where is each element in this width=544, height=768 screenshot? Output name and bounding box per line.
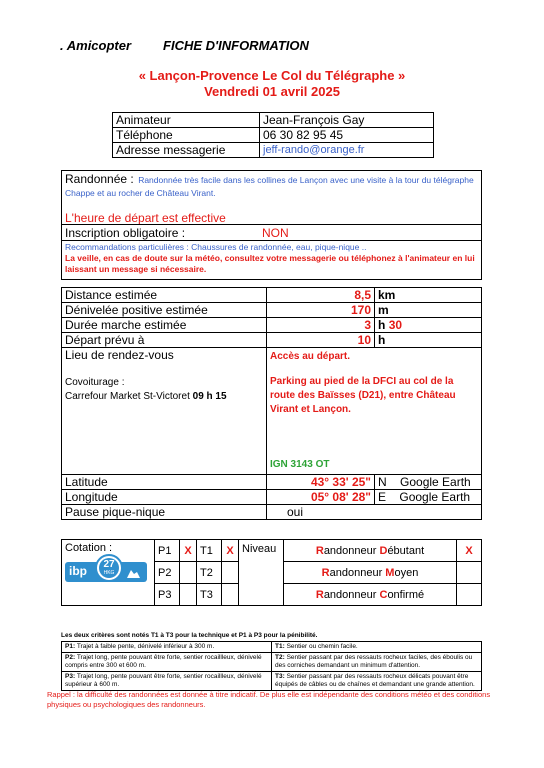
- inscription-label: Inscription obligatoire :: [65, 226, 186, 240]
- table-row: [62, 318, 482, 333]
- longitude-label: Longitude: [62, 490, 267, 505]
- contact-row: [113, 143, 434, 158]
- covoit-line: [65, 390, 263, 404]
- contact-table: [112, 112, 434, 158]
- criteria-note: Les deux critères sont notés T1 à T3 pour la technique et P1 à P3 pour la pénibilité.: [61, 632, 318, 639]
- pause-label: Pause pique-nique: [62, 505, 267, 520]
- criteria-p: P1: Trajet à faible pente, dénivelé inférieur à 300 m.: [62, 642, 272, 653]
- phone-number: 06 30 82 95 45: [260, 128, 434, 143]
- latitude-value: 43° 33' 25": [267, 475, 375, 490]
- duree-label: Durée marche estimée: [62, 318, 267, 333]
- contact-label: Animateur: [113, 113, 260, 128]
- contact-label: Téléphone: [113, 128, 260, 143]
- duree-hours: 3: [364, 318, 371, 332]
- denivele-unit: m: [375, 303, 482, 318]
- inscription-value: NON: [262, 226, 289, 240]
- table-row: [62, 653, 482, 672]
- table-row: [62, 348, 482, 475]
- table-row: [62, 505, 482, 520]
- duree-value: [267, 318, 375, 333]
- table-row: [62, 303, 482, 318]
- criteria-t: T3: Sentier passant par des ressauts rocheux délicats pouvant être équipés de câbles ou de chaînes et demandant une grande attention.: [272, 672, 482, 691]
- randonnee-label: Randonnée :: [65, 172, 134, 186]
- table-row: [62, 540, 482, 562]
- pause-value: oui: [287, 505, 304, 519]
- org-name: . Amicopter: [60, 38, 132, 53]
- level-moyen-mark: [457, 562, 482, 584]
- contact-label: Adresse messagerie: [113, 143, 260, 158]
- criteria-t: T2: Sentier passant par des ressauts rocheux faciles, des éboulis ou des corniches demandant un minimum d'attention.: [272, 653, 482, 672]
- t3-label: T3: [197, 584, 222, 606]
- latitude-ref: Google Earth: [400, 475, 471, 489]
- covoit-place: Carrefour Market St-Victoret: [65, 391, 190, 402]
- table-row: [62, 288, 482, 303]
- cotation-label: Cotation :: [65, 542, 113, 554]
- p2-label: P2: [155, 562, 180, 584]
- level-confirme: Randonneur Confirmé: [284, 584, 457, 606]
- ibp-unit: HKG: [103, 570, 115, 576]
- duree-minutes: 30: [388, 318, 403, 332]
- p1-mark: X: [180, 540, 197, 562]
- doc-type: FICHE D'INFORMATION: [163, 38, 309, 53]
- t1-label: T1: [197, 540, 222, 562]
- latitude-label: Latitude: [62, 475, 267, 490]
- table-row: [62, 642, 482, 653]
- denivele-label: Dénivelée positive estimée: [62, 303, 267, 318]
- criteria-t: T1: Sentier ou chemin facile.: [272, 642, 482, 653]
- longitude-extra: [375, 490, 482, 505]
- hike-title: « Lançon-Provence Le Col du Télégraphe »: [138, 68, 406, 83]
- pause-value-cell: [267, 505, 482, 520]
- ibp-badge: [65, 554, 147, 588]
- t2-label: T2: [197, 562, 222, 584]
- covoit-label: Covoiturage :: [65, 377, 125, 388]
- table-row: [62, 475, 482, 490]
- longitude-dir: E: [378, 490, 387, 504]
- page-header: [60, 38, 309, 53]
- p3-label: P3: [155, 584, 180, 606]
- veille-warning: La veille, en cas de doute sur la météo, consultez votre messagerie ou téléphonez à l'animateur en lui laissant un message si nécessaire.: [65, 253, 475, 274]
- rdv-label: Lieu de rendez-vous: [65, 348, 174, 362]
- denivele-value: 170: [267, 303, 375, 318]
- depart-unit: h: [375, 333, 482, 348]
- rappel-note: Rappel : la difficulté des randonnées est donnée à titre indicatif. De plus elle est indépendante des conditions météo et des conditions physiques ou psychologiques des randonneurs.: [47, 690, 491, 709]
- longitude-ref: Google Earth: [399, 490, 471, 504]
- table-row: [62, 672, 482, 691]
- duree-minutes-cell: [375, 318, 482, 333]
- acces-label: Accès au départ.: [270, 351, 351, 362]
- table-row: [62, 333, 482, 348]
- latitude-extra: [375, 475, 482, 490]
- level-confirme-mark: [457, 584, 482, 606]
- level-moyen: Randonneur Moyen: [284, 562, 457, 584]
- level-debutant: Randonneur Débutant: [284, 540, 457, 562]
- cotation-table: [61, 539, 482, 606]
- latitude-dir: N: [378, 475, 387, 489]
- criteria-p: P2: Trajet long, pente pouvant être forte, sentier rocaillleux, dénivelé compris entre 300 et 600 m.: [62, 653, 272, 672]
- distance-label: Distance estimée: [62, 288, 267, 303]
- depart-note: L'heure de départ est effective: [65, 211, 226, 225]
- distance-unit: km: [375, 288, 482, 303]
- longitude-value: 05° 08' 28": [267, 490, 375, 505]
- ign-map: IGN 3143 OT: [270, 459, 330, 470]
- recommandations: Recommandations particulières : Chaussures de randonnée, eau, pique-nique ..: [65, 242, 367, 252]
- ibp-value: 27: [103, 559, 115, 570]
- ibp-text: ibp: [69, 564, 87, 578]
- randonnee-box: [61, 170, 482, 280]
- t1-mark: X: [222, 540, 239, 562]
- depart-value: 10: [267, 333, 375, 348]
- cotation-cell: [62, 540, 155, 606]
- table-row: [62, 490, 482, 505]
- level-debutant-mark: X: [457, 540, 482, 562]
- randonnee-description: Randonnée très facile dans les collines de Lançon avec une visite à la tour du télégraphe Chappe et au rocher de Château Virant.: [65, 175, 474, 198]
- p1-label: P1: [155, 540, 180, 562]
- covoit-time: 09 h 15: [192, 391, 227, 402]
- rdv-details: [267, 348, 482, 475]
- distance-value: 8,5: [267, 288, 375, 303]
- contact-row: [113, 113, 434, 128]
- hike-date: Vendredi 01 avril 2025: [204, 84, 340, 99]
- rdv-cell: [62, 348, 267, 475]
- niveau-label: Niveau: [239, 540, 284, 606]
- email-link[interactable]: jeff-rando@orange.fr: [260, 143, 434, 158]
- details-table: [61, 287, 482, 520]
- contact-row: [113, 128, 434, 143]
- animateur-name: Jean-François Gay: [260, 113, 434, 128]
- criteria-table: [61, 641, 482, 691]
- duree-sep: h: [378, 318, 386, 332]
- depart-label: Départ prévu à: [62, 333, 267, 348]
- criteria-p: P3: Trajet long, pente pouvant être forte, sentier rocaillleux, dénivelé supérieur à 600 m.: [62, 672, 272, 691]
- parking-text: Parking au pied de la DFCI au col de la route des Baïsses (D21), entre Château Virant et Lançon.: [270, 376, 456, 415]
